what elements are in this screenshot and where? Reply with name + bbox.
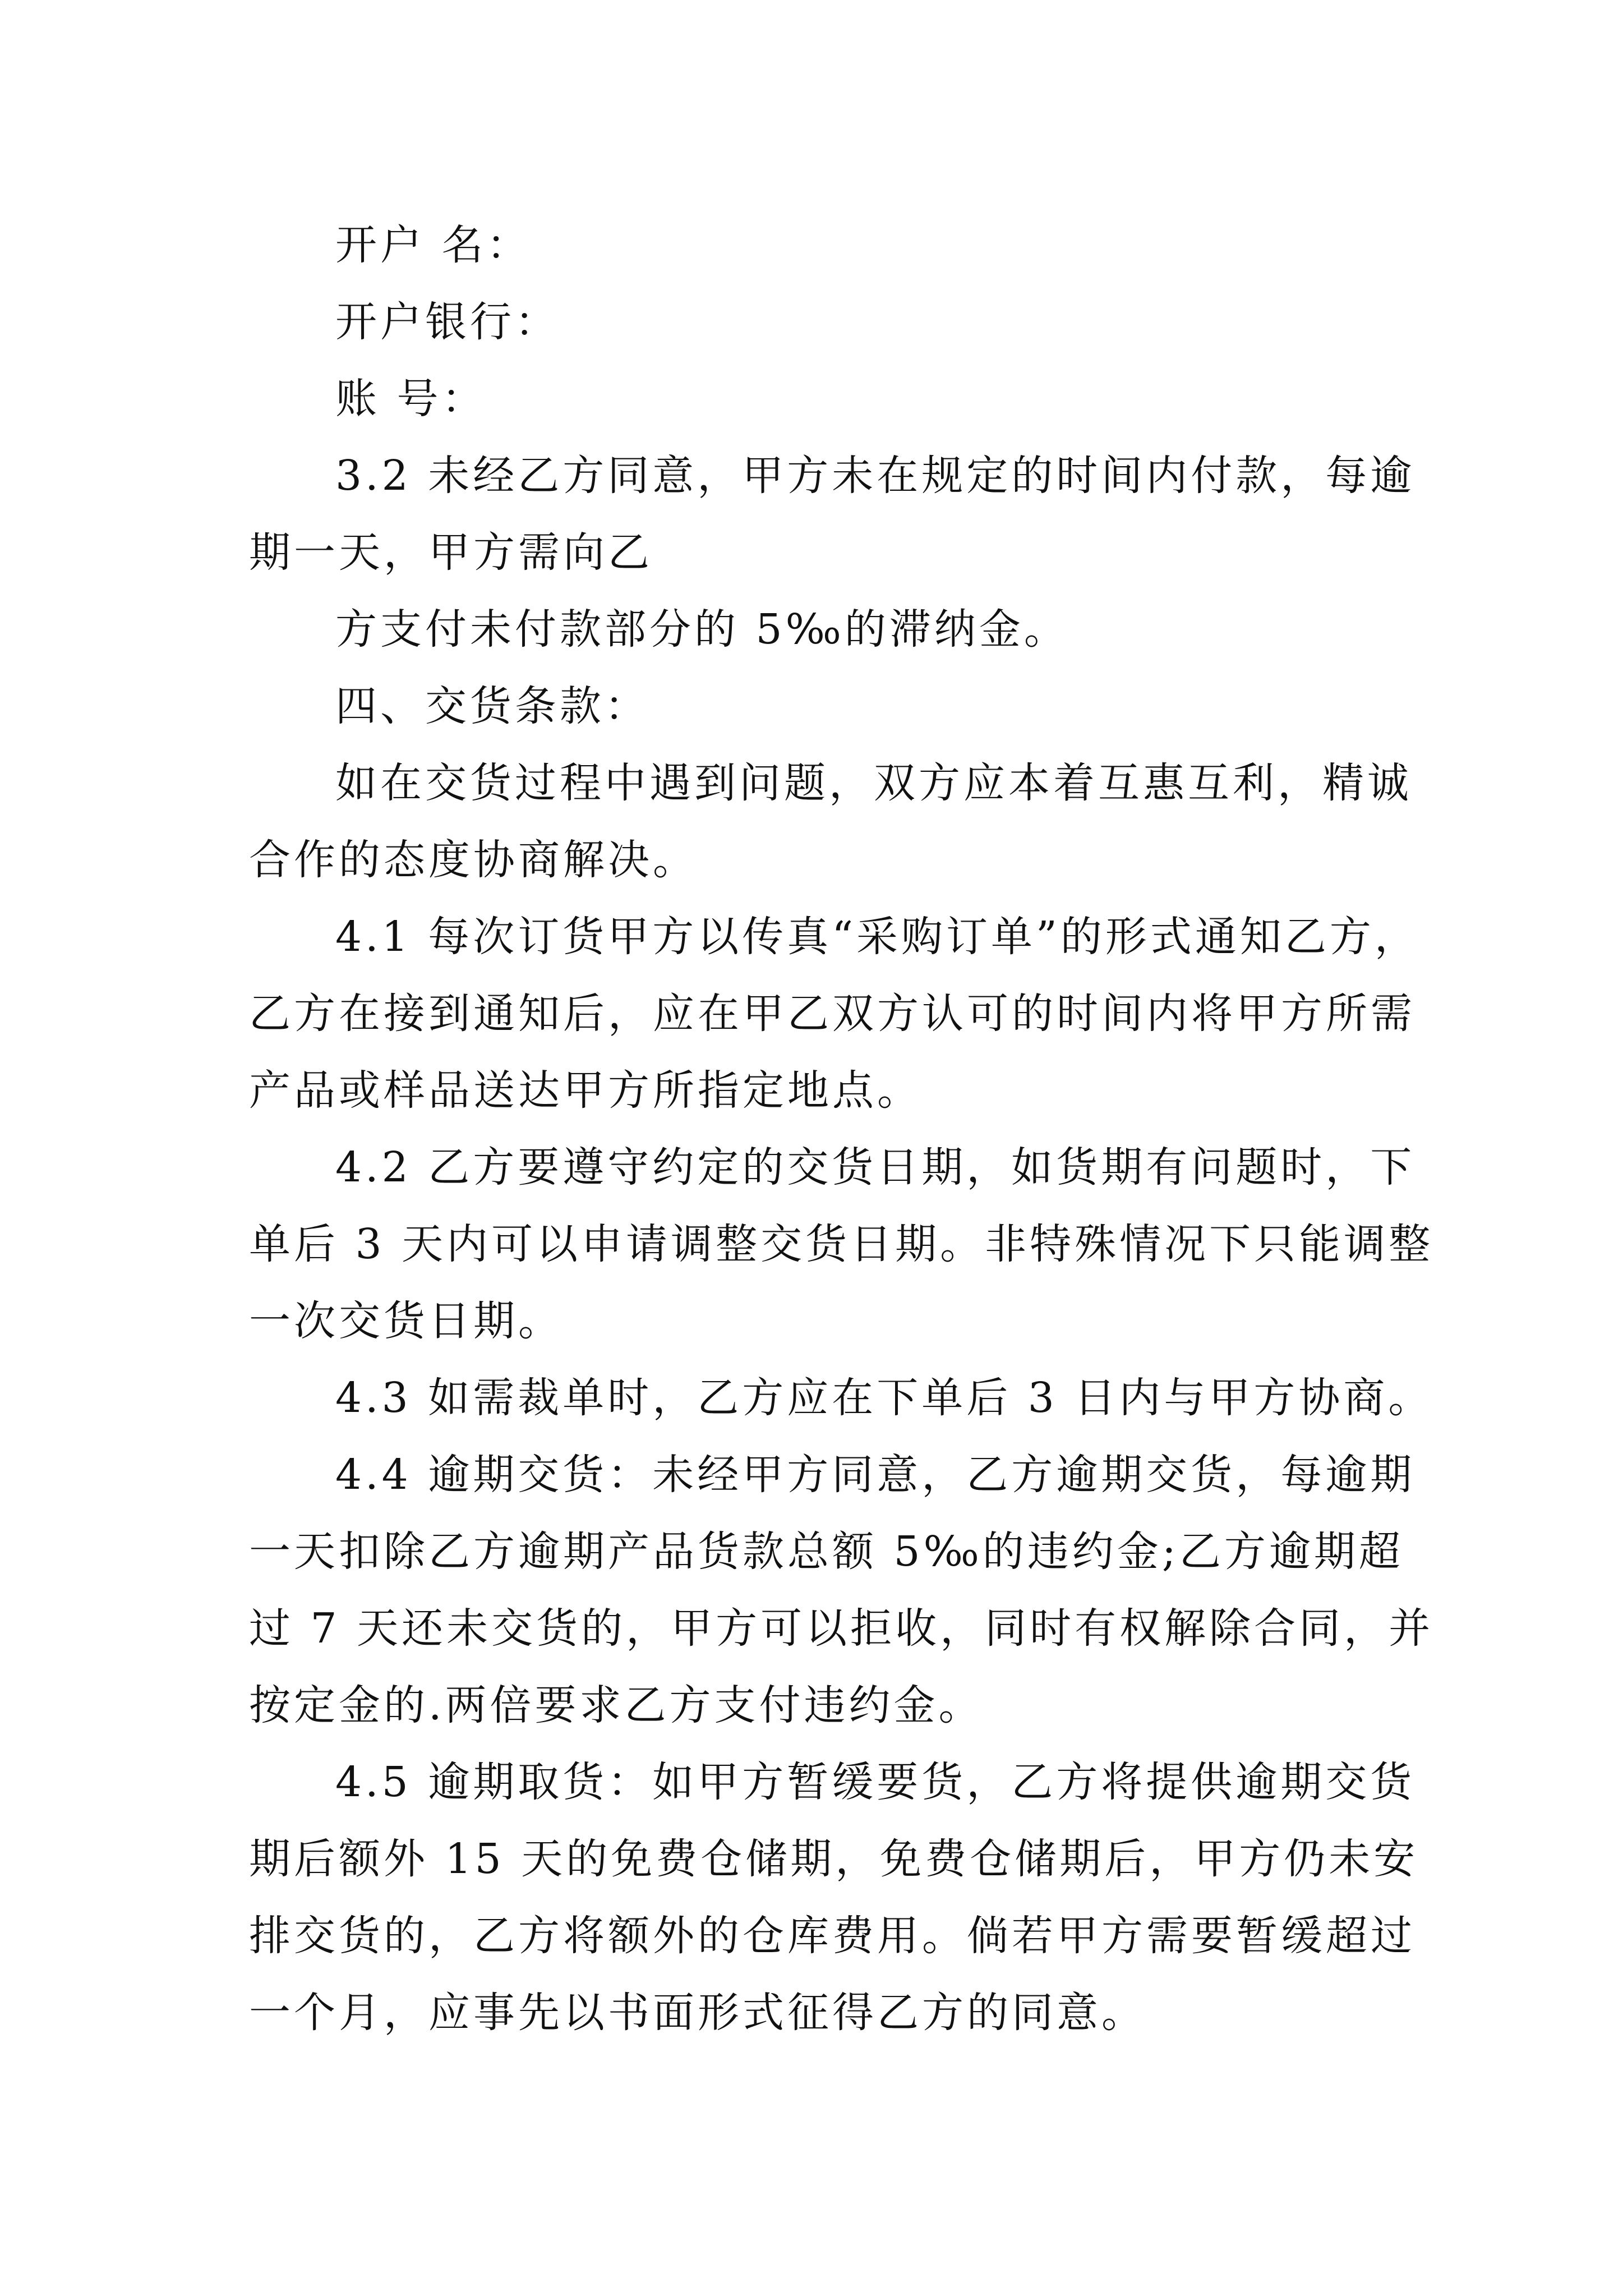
clause-3-2-line-2: 期一天，甲方需向乙	[249, 528, 653, 577]
account-number-line: 账 号：	[335, 375, 487, 423]
clause-4-3-line-1: 4.3 如需裁单时，乙方应在下单后 3 日内与甲方协商。	[335, 1374, 1433, 1422]
clause-4-2-line-3: 一次交货日期。	[249, 1297, 563, 1345]
clause-4-5-line-2: 期后额外 15 天的免费仓储期，免费仓储期后，甲方仍未安	[249, 1835, 1419, 1883]
clause-4-4-line-1: 4.4 逾期交货：未经甲方同意，乙方逾期交货，每逾期	[335, 1451, 1415, 1499]
clause-4-5-line-3: 排交货的，乙方将额外的仓库费用。倘若甲方需要暂缓超过	[249, 1912, 1415, 1960]
clause-4-2-line-1: 4.2 乙方要遵守约定的交货日期，如货期有问题时，下	[335, 1143, 1415, 1191]
clause-4-1-line-2: 乙方在接到通知后，应在甲乙双方认可的时间内将甲方所需	[249, 990, 1415, 1038]
section-4-heading: 四、交货条款：	[335, 682, 649, 730]
clause-4-1-line-3: 产品或样品送达甲方所指定地点。	[249, 1066, 922, 1115]
section-4-intro-line-2: 合作的态度协商解决。	[249, 836, 698, 884]
clause-4-1-line-1: 4.1 每次订货甲方以传真“采购订单”的形式通知乙方，	[335, 913, 1419, 961]
clause-3-2-line-1: 3.2 未经乙方同意，甲方未在规定的时间内付款，每逾	[335, 452, 1415, 500]
bank-name-line: 开户银行：	[335, 298, 560, 346]
clause-4-4-line-3: 过 7 天还未交货的，甲方可以拒收，同时有权解除合同，并	[249, 1604, 1434, 1653]
section-4-intro-line-1: 如在交货过程中遇到问题，双方应本着互惠互利，精诚	[335, 759, 1412, 807]
clause-4-5-line-1: 4.5 逾期取货：如甲方暂缓要货，乙方将提供逾期交货	[335, 1758, 1415, 1806]
clause-3-2-line-3: 方支付未付款部分的 5‰的滞纳金。	[335, 605, 1069, 654]
clause-4-4-line-2: 一天扣除乙方逾期产品货款总额 5‰的违约金;乙方逾期超	[249, 1527, 1404, 1576]
account-name-line: 开户 名：	[335, 221, 532, 269]
clause-4-5-line-4: 一个月，应事先以书面形式征得乙方的同意。	[249, 1989, 1146, 2037]
clause-4-2-line-2: 单后 3 天内可以申请调整交货日期。非特殊情况下只能调整	[249, 1220, 1434, 1268]
clause-4-4-line-4: 按定金的.两倍要求乙方支付违约金。	[249, 1681, 984, 1729]
